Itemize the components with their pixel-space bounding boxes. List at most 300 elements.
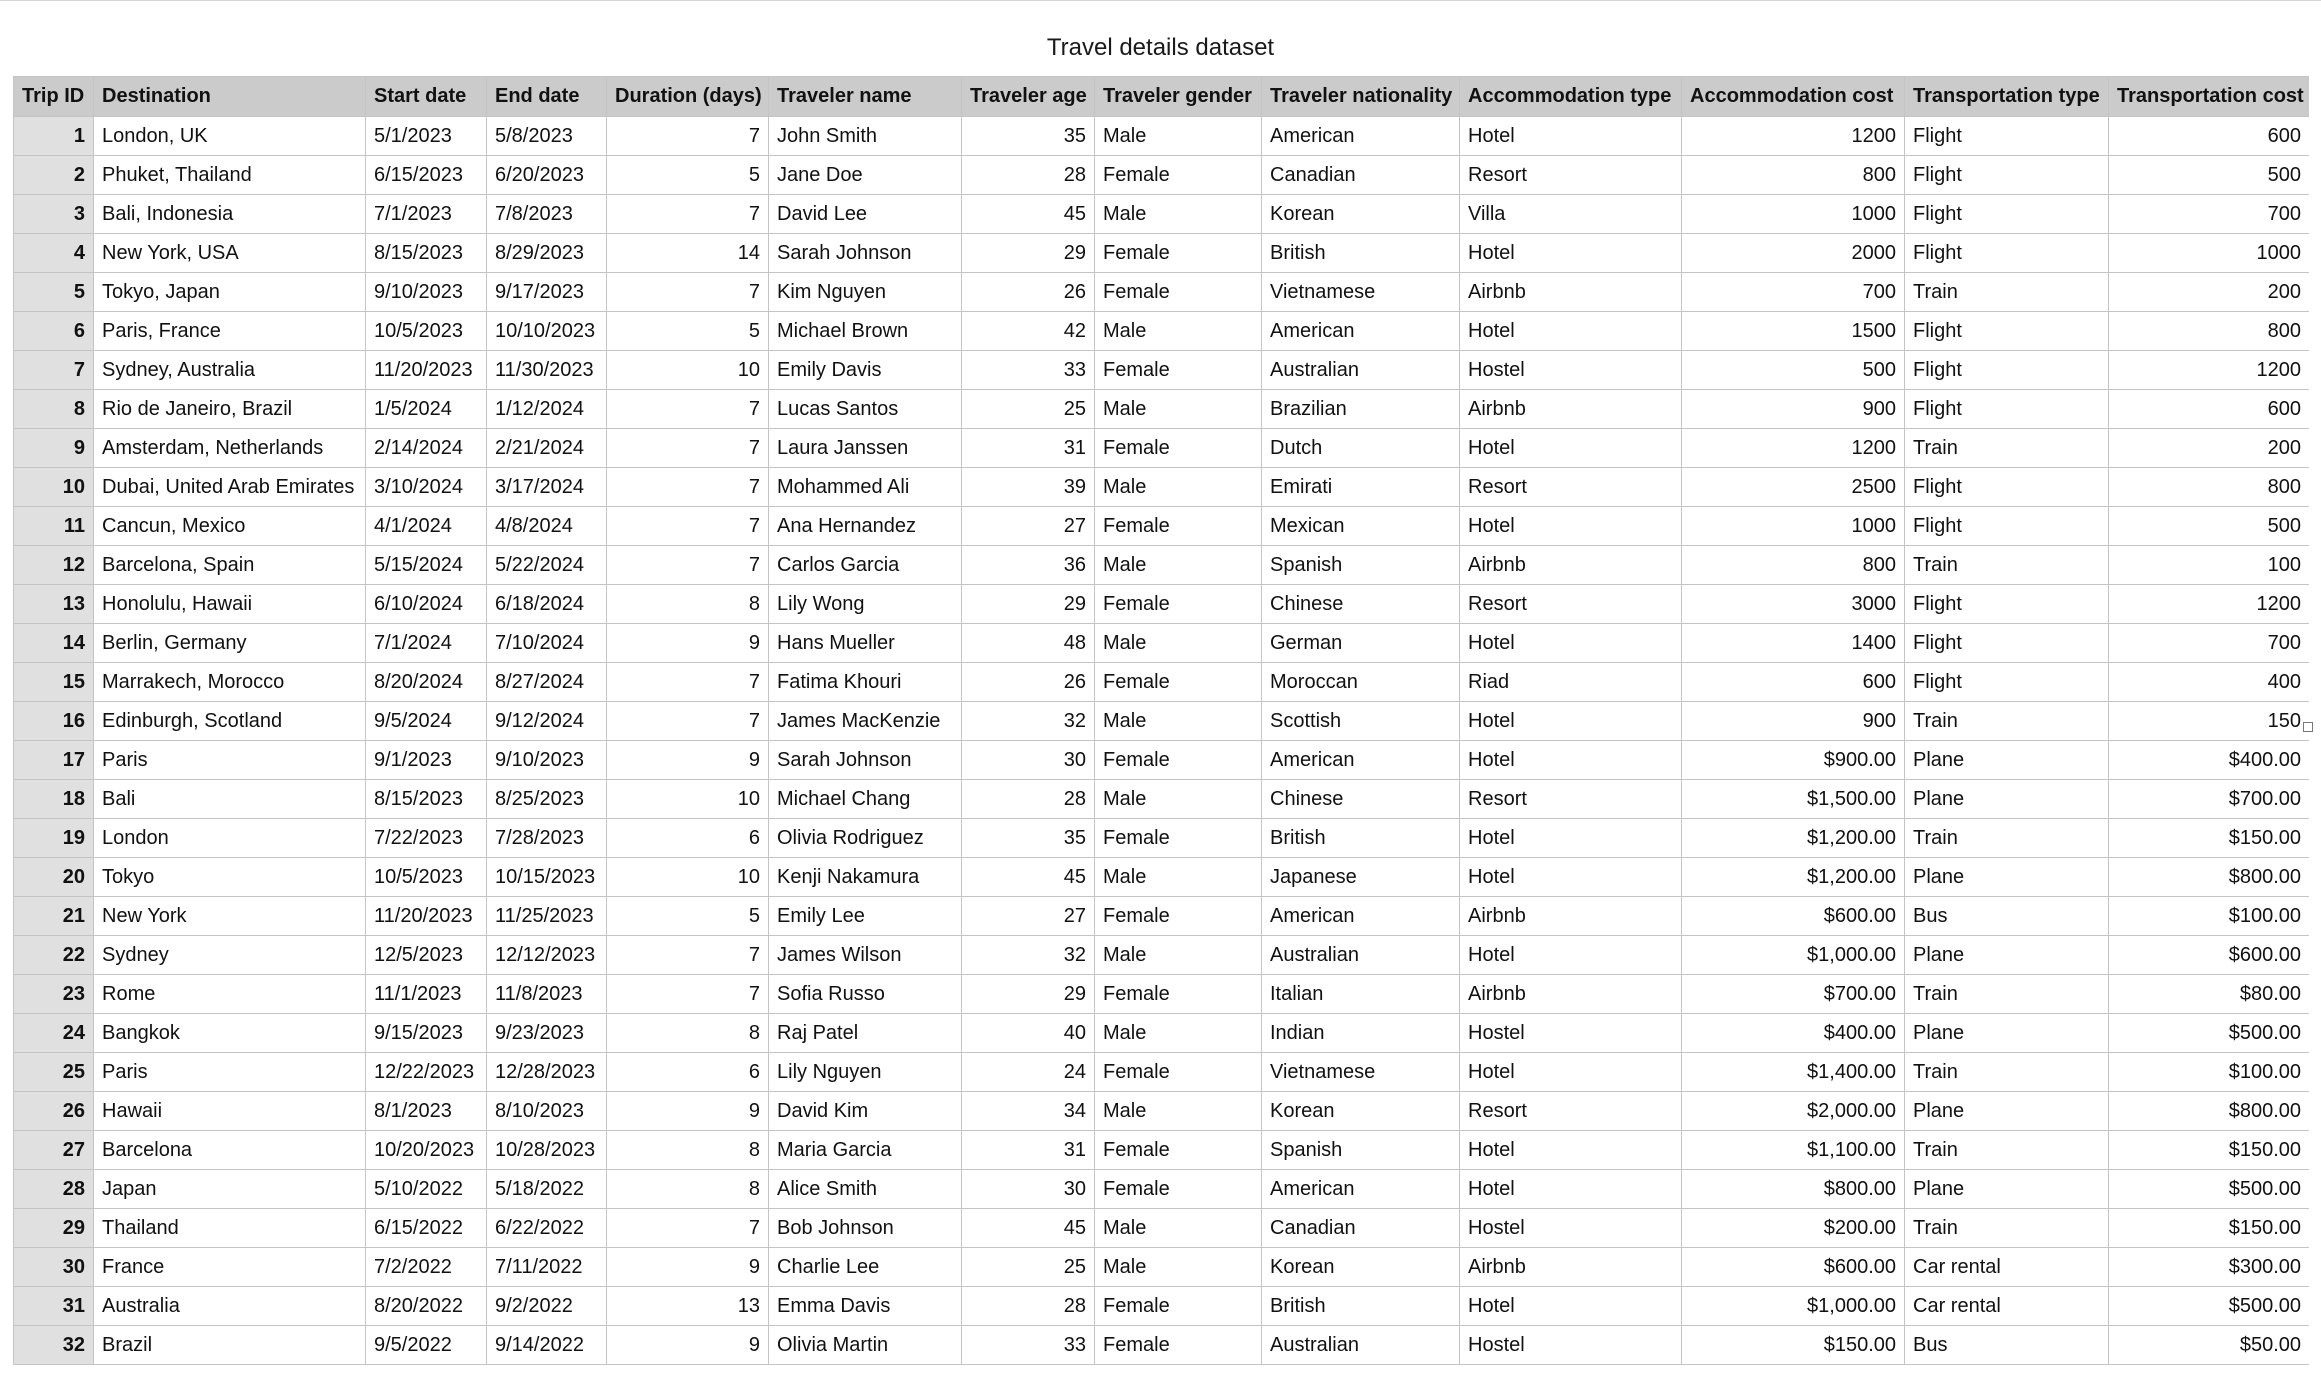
- cell-traveler-nationality[interactable]: Chinese: [1262, 585, 1460, 624]
- cell-traveler-age[interactable]: 35: [962, 117, 1095, 156]
- cell-duration[interactable]: 7: [607, 429, 769, 468]
- cell-accommodation-type[interactable]: Resort: [1460, 1092, 1682, 1131]
- cell-transportation-cost[interactable]: 1200: [2109, 351, 2310, 390]
- cell-traveler-age[interactable]: 36: [962, 546, 1095, 585]
- cell-traveler-age[interactable]: 34: [962, 1092, 1095, 1131]
- cell-accommodation-cost[interactable]: 700: [1682, 273, 1905, 312]
- cell-duration[interactable]: 10: [607, 780, 769, 819]
- cell-accommodation-type[interactable]: Hotel: [1460, 1170, 1682, 1209]
- cell-traveler-gender[interactable]: Male: [1095, 702, 1262, 741]
- cell-accommodation-cost[interactable]: 600: [1682, 663, 1905, 702]
- cell-traveler-name[interactable]: Ana Hernandez: [769, 507, 962, 546]
- header-transportation-cost[interactable]: Transportation cost: [2109, 77, 2310, 117]
- cell-start-date[interactable]: 5/10/2022: [366, 1170, 487, 1209]
- cell-destination[interactable]: Japan: [94, 1170, 366, 1209]
- cell-traveler-name[interactable]: Lily Wong: [769, 585, 962, 624]
- cell-start-date[interactable]: 6/10/2024: [366, 585, 487, 624]
- cell-transportation-cost[interactable]: 800: [2109, 468, 2310, 507]
- cell-destination[interactable]: Honolulu, Hawaii: [94, 585, 366, 624]
- cell-duration[interactable]: 10: [607, 351, 769, 390]
- cell-traveler-age[interactable]: 25: [962, 1248, 1095, 1287]
- cell-end-date[interactable]: 2/21/2024: [487, 429, 607, 468]
- cell-traveler-name[interactable]: Bob Johnson: [769, 1209, 962, 1248]
- cell-duration[interactable]: 7: [607, 975, 769, 1014]
- cell-end-date[interactable]: 12/12/2023: [487, 936, 607, 975]
- cell-traveler-name[interactable]: Maria Garcia: [769, 1131, 962, 1170]
- cell-traveler-name[interactable]: Kenji Nakamura: [769, 858, 962, 897]
- cell-traveler-nationality[interactable]: Australian: [1262, 1326, 1460, 1365]
- cell-duration[interactable]: 14: [607, 234, 769, 273]
- cell-end-date[interactable]: 1/12/2024: [487, 390, 607, 429]
- cell-transportation-cost[interactable]: 600: [2109, 390, 2310, 429]
- cell-traveler-gender[interactable]: Female: [1095, 156, 1262, 195]
- cell-transportation-cost[interactable]: $100.00: [2109, 897, 2310, 936]
- cell-accommodation-cost[interactable]: 1000: [1682, 507, 1905, 546]
- cell-accommodation-type[interactable]: Hostel: [1460, 1209, 1682, 1248]
- cell-traveler-name[interactable]: Laura Janssen: [769, 429, 962, 468]
- cell-transportation-type[interactable]: Bus: [1905, 1326, 2109, 1365]
- cell-traveler-gender[interactable]: Male: [1095, 624, 1262, 663]
- cell-transportation-cost[interactable]: $800.00: [2109, 858, 2310, 897]
- cell-start-date[interactable]: 9/5/2024: [366, 702, 487, 741]
- cell-trip-id[interactable]: 31: [14, 1287, 94, 1326]
- cell-start-date[interactable]: 8/15/2023: [366, 780, 487, 819]
- cell-traveler-age[interactable]: 25: [962, 390, 1095, 429]
- cell-accommodation-cost[interactable]: 900: [1682, 390, 1905, 429]
- table-row[interactable]: [14, 546, 2310, 585]
- cell-transportation-cost[interactable]: $700.00: [2109, 780, 2310, 819]
- cell-accommodation-type[interactable]: Hotel: [1460, 234, 1682, 273]
- cell-end-date[interactable]: 10/10/2023: [487, 312, 607, 351]
- cell-accommodation-cost[interactable]: 1200: [1682, 117, 1905, 156]
- cell-accommodation-type[interactable]: Airbnb: [1460, 390, 1682, 429]
- cell-traveler-age[interactable]: 29: [962, 585, 1095, 624]
- cell-start-date[interactable]: 9/5/2022: [366, 1326, 487, 1365]
- cell-end-date[interactable]: 6/20/2023: [487, 156, 607, 195]
- cell-end-date[interactable]: 7/10/2024: [487, 624, 607, 663]
- cell-transportation-cost[interactable]: $500.00: [2109, 1287, 2310, 1326]
- cell-transportation-cost[interactable]: $500.00: [2109, 1014, 2310, 1053]
- cell-start-date[interactable]: 4/1/2024: [366, 507, 487, 546]
- cell-trip-id[interactable]: 10: [14, 468, 94, 507]
- table-row[interactable]: [14, 1170, 2310, 1209]
- cell-traveler-nationality[interactable]: American: [1262, 312, 1460, 351]
- cell-destination[interactable]: Bali, Indonesia: [94, 195, 366, 234]
- cell-start-date[interactable]: 11/1/2023: [366, 975, 487, 1014]
- cell-traveler-name[interactable]: Emily Lee: [769, 897, 962, 936]
- cell-start-date[interactable]: 6/15/2022: [366, 1209, 487, 1248]
- header-start-date[interactable]: Start date: [366, 77, 487, 117]
- cell-duration[interactable]: 7: [607, 273, 769, 312]
- cell-end-date[interactable]: 4/8/2024: [487, 507, 607, 546]
- cell-start-date[interactable]: 1/5/2024: [366, 390, 487, 429]
- cell-accommodation-type[interactable]: Hotel: [1460, 741, 1682, 780]
- cell-trip-id[interactable]: 23: [14, 975, 94, 1014]
- table-row[interactable]: [14, 1014, 2310, 1053]
- cell-destination[interactable]: Dubai, United Arab Emirates: [94, 468, 366, 507]
- cell-transportation-type[interactable]: Flight: [1905, 390, 2109, 429]
- table-row[interactable]: [14, 429, 2310, 468]
- cell-traveler-name[interactable]: Sofia Russo: [769, 975, 962, 1014]
- cell-accommodation-type[interactable]: Resort: [1460, 468, 1682, 507]
- cell-traveler-age[interactable]: 42: [962, 312, 1095, 351]
- cell-traveler-age[interactable]: 28: [962, 156, 1095, 195]
- cell-transportation-cost[interactable]: 500: [2109, 156, 2310, 195]
- cell-destination[interactable]: Sydney, Australia: [94, 351, 366, 390]
- cell-traveler-name[interactable]: Lucas Santos: [769, 390, 962, 429]
- cell-traveler-gender[interactable]: Male: [1095, 312, 1262, 351]
- cell-traveler-gender[interactable]: Male: [1095, 195, 1262, 234]
- cell-traveler-name[interactable]: Carlos Garcia: [769, 546, 962, 585]
- cell-accommodation-cost[interactable]: 800: [1682, 546, 1905, 585]
- cell-end-date[interactable]: 9/10/2023: [487, 741, 607, 780]
- cell-end-date[interactable]: 8/10/2023: [487, 1092, 607, 1131]
- cell-traveler-name[interactable]: David Lee: [769, 195, 962, 234]
- cell-destination[interactable]: Paris: [94, 1053, 366, 1092]
- cell-destination[interactable]: Hawaii: [94, 1092, 366, 1131]
- cell-transportation-cost[interactable]: $150.00: [2109, 1131, 2310, 1170]
- cell-end-date[interactable]: 7/28/2023: [487, 819, 607, 858]
- cell-trip-id[interactable]: 20: [14, 858, 94, 897]
- cell-traveler-gender[interactable]: Female: [1095, 351, 1262, 390]
- cell-trip-id[interactable]: 18: [14, 780, 94, 819]
- cell-transportation-cost[interactable]: 1000: [2109, 234, 2310, 273]
- table-row[interactable]: [14, 390, 2310, 429]
- cell-traveler-gender[interactable]: Male: [1095, 1248, 1262, 1287]
- cell-transportation-type[interactable]: Flight: [1905, 234, 2109, 273]
- cell-end-date[interactable]: 3/17/2024: [487, 468, 607, 507]
- cell-destination[interactable]: France: [94, 1248, 366, 1287]
- cell-accommodation-type[interactable]: Villa: [1460, 195, 1682, 234]
- cell-transportation-type[interactable]: Plane: [1905, 1170, 2109, 1209]
- cell-trip-id[interactable]: 4: [14, 234, 94, 273]
- cell-transportation-cost[interactable]: $150.00: [2109, 1209, 2310, 1248]
- cell-accommodation-type[interactable]: Hotel: [1460, 429, 1682, 468]
- table-row[interactable]: [14, 312, 2310, 351]
- header-accommodation-cost[interactable]: Accommodation cost: [1682, 77, 1905, 117]
- cell-accommodation-cost[interactable]: $700.00: [1682, 975, 1905, 1014]
- cell-transportation-cost[interactable]: 600: [2109, 117, 2310, 156]
- cell-traveler-name[interactable]: James Wilson: [769, 936, 962, 975]
- cell-traveler-gender[interactable]: Female: [1095, 273, 1262, 312]
- cell-traveler-name[interactable]: Jane Doe: [769, 156, 962, 195]
- cell-accommodation-cost[interactable]: 500: [1682, 351, 1905, 390]
- cell-transportation-type[interactable]: Flight: [1905, 507, 2109, 546]
- cell-duration[interactable]: 6: [607, 1053, 769, 1092]
- cell-start-date[interactable]: 10/5/2023: [366, 858, 487, 897]
- cell-accommodation-type[interactable]: Hotel: [1460, 117, 1682, 156]
- cell-traveler-name[interactable]: Sarah Johnson: [769, 234, 962, 273]
- cell-accommodation-type[interactable]: Resort: [1460, 585, 1682, 624]
- cell-end-date[interactable]: 9/17/2023: [487, 273, 607, 312]
- cell-start-date[interactable]: 9/15/2023: [366, 1014, 487, 1053]
- table-viewport[interactable]: [13, 76, 2309, 1381]
- cell-end-date[interactable]: 12/28/2023: [487, 1053, 607, 1092]
- cell-transportation-type[interactable]: Train: [1905, 1131, 2109, 1170]
- cell-trip-id[interactable]: 15: [14, 663, 94, 702]
- cell-trip-id[interactable]: 22: [14, 936, 94, 975]
- cell-duration[interactable]: 9: [607, 741, 769, 780]
- cell-transportation-cost[interactable]: 700: [2109, 195, 2310, 234]
- cell-trip-id[interactable]: 7: [14, 351, 94, 390]
- cell-traveler-name[interactable]: Lily Nguyen: [769, 1053, 962, 1092]
- cell-traveler-gender[interactable]: Female: [1095, 663, 1262, 702]
- cell-start-date[interactable]: 12/5/2023: [366, 936, 487, 975]
- cell-trip-id[interactable]: 1: [14, 117, 94, 156]
- cell-traveler-gender[interactable]: Female: [1095, 1170, 1262, 1209]
- cell-start-date[interactable]: 10/20/2023: [366, 1131, 487, 1170]
- cell-traveler-gender[interactable]: Male: [1095, 117, 1262, 156]
- cell-traveler-name[interactable]: Fatima Khouri: [769, 663, 962, 702]
- cell-traveler-nationality[interactable]: Canadian: [1262, 156, 1460, 195]
- cell-traveler-gender[interactable]: Male: [1095, 936, 1262, 975]
- cell-transportation-type[interactable]: Train: [1905, 546, 2109, 585]
- cell-start-date[interactable]: 3/10/2024: [366, 468, 487, 507]
- cell-traveler-age[interactable]: 45: [962, 195, 1095, 234]
- cell-trip-id[interactable]: 17: [14, 741, 94, 780]
- cell-destination[interactable]: Edinburgh, Scotland: [94, 702, 366, 741]
- cell-accommodation-cost[interactable]: $1,400.00: [1682, 1053, 1905, 1092]
- cell-accommodation-cost[interactable]: $400.00: [1682, 1014, 1905, 1053]
- cell-transportation-cost[interactable]: 400: [2109, 663, 2310, 702]
- table-row[interactable]: [14, 351, 2310, 390]
- cell-accommodation-cost[interactable]: 800: [1682, 156, 1905, 195]
- cell-end-date[interactable]: 10/28/2023: [487, 1131, 607, 1170]
- cell-transportation-type[interactable]: Plane: [1905, 858, 2109, 897]
- table-row[interactable]: [14, 936, 2310, 975]
- cell-trip-id[interactable]: 3: [14, 195, 94, 234]
- cell-traveler-gender[interactable]: Female: [1095, 819, 1262, 858]
- cell-traveler-name[interactable]: Emily Davis: [769, 351, 962, 390]
- cell-accommodation-cost[interactable]: 2500: [1682, 468, 1905, 507]
- cell-transportation-cost[interactable]: 500: [2109, 507, 2310, 546]
- table-row[interactable]: [14, 1326, 2310, 1365]
- cell-transportation-type[interactable]: Plane: [1905, 741, 2109, 780]
- cell-accommodation-type[interactable]: Airbnb: [1460, 897, 1682, 936]
- cell-destination[interactable]: Barcelona: [94, 1131, 366, 1170]
- table-row[interactable]: [14, 273, 2310, 312]
- cell-transportation-cost[interactable]: 200: [2109, 273, 2310, 312]
- cell-transportation-type[interactable]: Flight: [1905, 312, 2109, 351]
- cell-accommodation-cost[interactable]: 3000: [1682, 585, 1905, 624]
- cell-end-date[interactable]: 8/29/2023: [487, 234, 607, 273]
- cell-traveler-nationality[interactable]: Brazilian: [1262, 390, 1460, 429]
- cell-traveler-name[interactable]: Emma Davis: [769, 1287, 962, 1326]
- cell-traveler-gender[interactable]: Female: [1095, 585, 1262, 624]
- cell-trip-id[interactable]: 27: [14, 1131, 94, 1170]
- cell-trip-id[interactable]: 2: [14, 156, 94, 195]
- cell-trip-id[interactable]: 21: [14, 897, 94, 936]
- cell-traveler-nationality[interactable]: Australian: [1262, 351, 1460, 390]
- header-transportation-type[interactable]: Transportation type: [1905, 77, 2109, 117]
- cell-traveler-age[interactable]: 45: [962, 858, 1095, 897]
- cell-trip-id[interactable]: 5: [14, 273, 94, 312]
- cell-accommodation-type[interactable]: Hotel: [1460, 1053, 1682, 1092]
- cell-end-date[interactable]: 5/22/2024: [487, 546, 607, 585]
- cell-duration[interactable]: 9: [607, 624, 769, 663]
- cell-traveler-nationality[interactable]: Korean: [1262, 1248, 1460, 1287]
- cell-traveler-age[interactable]: 32: [962, 702, 1095, 741]
- cell-duration[interactable]: 8: [607, 1014, 769, 1053]
- cell-destination[interactable]: Bangkok: [94, 1014, 366, 1053]
- cell-traveler-nationality[interactable]: Korean: [1262, 195, 1460, 234]
- cell-destination[interactable]: Thailand: [94, 1209, 366, 1248]
- cell-trip-id[interactable]: 11: [14, 507, 94, 546]
- cell-trip-id[interactable]: 29: [14, 1209, 94, 1248]
- cell-transportation-type[interactable]: Flight: [1905, 663, 2109, 702]
- cell-traveler-age[interactable]: 45: [962, 1209, 1095, 1248]
- cell-destination[interactable]: Paris: [94, 741, 366, 780]
- cell-end-date[interactable]: 11/25/2023: [487, 897, 607, 936]
- cell-traveler-name[interactable]: Alice Smith: [769, 1170, 962, 1209]
- cell-traveler-gender[interactable]: Female: [1095, 234, 1262, 273]
- cell-transportation-type[interactable]: Plane: [1905, 1014, 2109, 1053]
- cell-accommodation-cost[interactable]: $1,100.00: [1682, 1131, 1905, 1170]
- cell-traveler-gender[interactable]: Male: [1095, 390, 1262, 429]
- cell-accommodation-type[interactable]: Hotel: [1460, 507, 1682, 546]
- cell-transportation-cost[interactable]: $100.00: [2109, 1053, 2310, 1092]
- cell-duration[interactable]: 7: [607, 936, 769, 975]
- table-row[interactable]: [14, 1053, 2310, 1092]
- table-row[interactable]: [14, 1209, 2310, 1248]
- cell-trip-id[interactable]: 26: [14, 1092, 94, 1131]
- cell-start-date[interactable]: 8/20/2024: [366, 663, 487, 702]
- cell-transportation-cost[interactable]: 100: [2109, 546, 2310, 585]
- cell-transportation-cost[interactable]: 200: [2109, 429, 2310, 468]
- cell-traveler-name[interactable]: Charlie Lee: [769, 1248, 962, 1287]
- cell-destination[interactable]: Sydney: [94, 936, 366, 975]
- cell-accommodation-type[interactable]: Resort: [1460, 156, 1682, 195]
- cell-destination[interactable]: Tokyo, Japan: [94, 273, 366, 312]
- cell-trip-id[interactable]: 25: [14, 1053, 94, 1092]
- cell-end-date[interactable]: 8/27/2024: [487, 663, 607, 702]
- cell-end-date[interactable]: 6/18/2024: [487, 585, 607, 624]
- cell-traveler-gender[interactable]: Male: [1095, 1209, 1262, 1248]
- cell-accommodation-type[interactable]: Airbnb: [1460, 273, 1682, 312]
- table-row[interactable]: [14, 468, 2310, 507]
- cell-duration[interactable]: 8: [607, 1170, 769, 1209]
- cell-traveler-nationality[interactable]: American: [1262, 1170, 1460, 1209]
- cell-duration[interactable]: 5: [607, 312, 769, 351]
- cell-traveler-nationality[interactable]: Korean: [1262, 1092, 1460, 1131]
- cell-traveler-gender[interactable]: Female: [1095, 975, 1262, 1014]
- cell-trip-id[interactable]: 19: [14, 819, 94, 858]
- cell-transportation-type[interactable]: Plane: [1905, 1092, 2109, 1131]
- cell-traveler-name[interactable]: Hans Mueller: [769, 624, 962, 663]
- cell-trip-id[interactable]: 12: [14, 546, 94, 585]
- cell-traveler-gender[interactable]: Male: [1095, 858, 1262, 897]
- cell-duration[interactable]: 13: [607, 1287, 769, 1326]
- cell-traveler-gender[interactable]: Female: [1095, 1053, 1262, 1092]
- cell-trip-id[interactable]: 14: [14, 624, 94, 663]
- cell-accommodation-type[interactable]: Hostel: [1460, 1326, 1682, 1365]
- data-table[interactable]: [13, 76, 2309, 1365]
- cell-traveler-name[interactable]: Raj Patel: [769, 1014, 962, 1053]
- cell-start-date[interactable]: 8/1/2023: [366, 1092, 487, 1131]
- cell-end-date[interactable]: 7/8/2023: [487, 195, 607, 234]
- cell-start-date[interactable]: 7/1/2023: [366, 195, 487, 234]
- cell-transportation-type[interactable]: Plane: [1905, 780, 2109, 819]
- cell-traveler-gender[interactable]: Male: [1095, 780, 1262, 819]
- table-row[interactable]: [14, 1248, 2310, 1287]
- cell-transportation-type[interactable]: Flight: [1905, 585, 2109, 624]
- cell-accommodation-type[interactable]: Hotel: [1460, 624, 1682, 663]
- cell-end-date[interactable]: 5/8/2023: [487, 117, 607, 156]
- cell-traveler-gender[interactable]: Female: [1095, 429, 1262, 468]
- cell-traveler-age[interactable]: 48: [962, 624, 1095, 663]
- cell-traveler-gender[interactable]: Female: [1095, 507, 1262, 546]
- cell-start-date[interactable]: 9/10/2023: [366, 273, 487, 312]
- cell-accommodation-cost[interactable]: 1000: [1682, 195, 1905, 234]
- cell-trip-id[interactable]: 9: [14, 429, 94, 468]
- cell-accommodation-cost[interactable]: $1,200.00: [1682, 858, 1905, 897]
- cell-accommodation-cost[interactable]: 900: [1682, 702, 1905, 741]
- cell-traveler-age[interactable]: 26: [962, 273, 1095, 312]
- cell-trip-id[interactable]: 16: [14, 702, 94, 741]
- cell-duration[interactable]: 7: [607, 507, 769, 546]
- cell-duration[interactable]: 9: [607, 1326, 769, 1365]
- cell-traveler-nationality[interactable]: Canadian: [1262, 1209, 1460, 1248]
- cell-accommodation-cost[interactable]: 2000: [1682, 234, 1905, 273]
- cell-trip-id[interactable]: 13: [14, 585, 94, 624]
- cell-traveler-age[interactable]: 26: [962, 663, 1095, 702]
- cell-end-date[interactable]: 6/22/2022: [487, 1209, 607, 1248]
- cell-start-date[interactable]: 10/5/2023: [366, 312, 487, 351]
- cell-duration[interactable]: 5: [607, 156, 769, 195]
- cell-traveler-age[interactable]: 32: [962, 936, 1095, 975]
- cell-accommodation-type[interactable]: Airbnb: [1460, 1248, 1682, 1287]
- cell-destination[interactable]: Rio de Janeiro, Brazil: [94, 390, 366, 429]
- cell-duration[interactable]: 7: [607, 390, 769, 429]
- cell-start-date[interactable]: 7/22/2023: [366, 819, 487, 858]
- cell-end-date[interactable]: 9/14/2022: [487, 1326, 607, 1365]
- cell-traveler-nationality[interactable]: British: [1262, 1287, 1460, 1326]
- cell-destination[interactable]: New York: [94, 897, 366, 936]
- cell-destination[interactable]: Australia: [94, 1287, 366, 1326]
- cell-start-date[interactable]: 11/20/2023: [366, 351, 487, 390]
- table-row[interactable]: [14, 702, 2310, 741]
- cell-destination[interactable]: Barcelona, Spain: [94, 546, 366, 585]
- table-row[interactable]: [14, 156, 2310, 195]
- cell-traveler-nationality[interactable]: American: [1262, 897, 1460, 936]
- cell-traveler-name[interactable]: Olivia Martin: [769, 1326, 962, 1365]
- cell-start-date[interactable]: 7/1/2024: [366, 624, 487, 663]
- cell-traveler-age[interactable]: 31: [962, 429, 1095, 468]
- cell-traveler-age[interactable]: 28: [962, 780, 1095, 819]
- cell-destination[interactable]: Rome: [94, 975, 366, 1014]
- cell-transportation-cost[interactable]: 150: [2109, 702, 2310, 741]
- cell-duration[interactable]: 5: [607, 897, 769, 936]
- table-row[interactable]: [14, 585, 2310, 624]
- cell-accommodation-type[interactable]: Riad: [1460, 663, 1682, 702]
- cell-transportation-cost[interactable]: $150.00: [2109, 819, 2310, 858]
- cell-destination[interactable]: Cancun, Mexico: [94, 507, 366, 546]
- cell-traveler-nationality[interactable]: Dutch: [1262, 429, 1460, 468]
- cell-accommodation-type[interactable]: Hotel: [1460, 819, 1682, 858]
- cell-transportation-type[interactable]: Train: [1905, 702, 2109, 741]
- table-row[interactable]: [14, 741, 2310, 780]
- cell-traveler-nationality[interactable]: Spanish: [1262, 1131, 1460, 1170]
- cell-transportation-cost[interactable]: $500.00: [2109, 1170, 2310, 1209]
- cell-transportation-cost[interactable]: $800.00: [2109, 1092, 2310, 1131]
- cell-traveler-age[interactable]: 28: [962, 1287, 1095, 1326]
- cell-traveler-name[interactable]: Olivia Rodriguez: [769, 819, 962, 858]
- cell-accommodation-cost[interactable]: $1,200.00: [1682, 819, 1905, 858]
- cell-end-date[interactable]: 10/15/2023: [487, 858, 607, 897]
- header-traveler-name[interactable]: Traveler name: [769, 77, 962, 117]
- header-end-date[interactable]: End date: [487, 77, 607, 117]
- cell-accommodation-type[interactable]: Hotel: [1460, 858, 1682, 897]
